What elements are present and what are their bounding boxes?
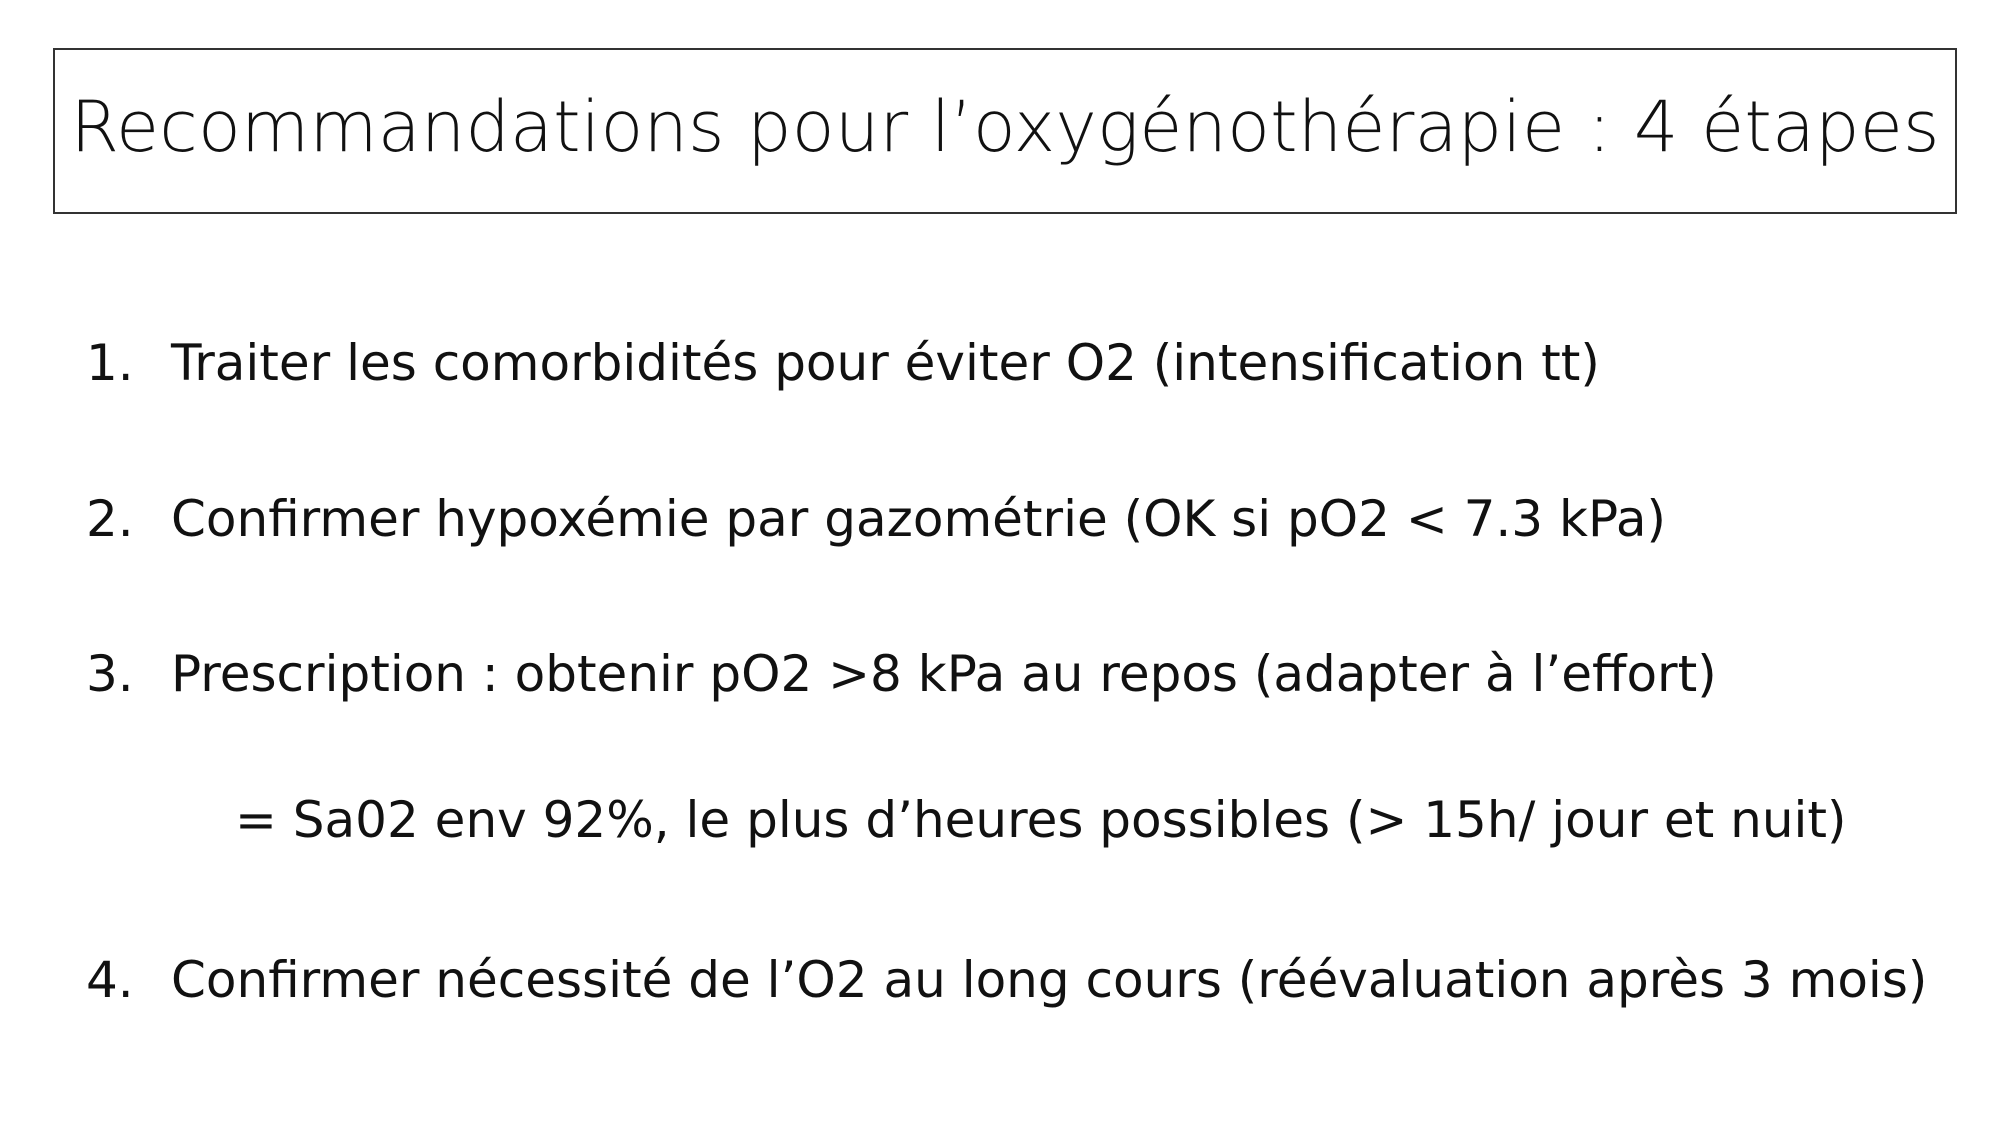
list-item-3 — [86, 645, 1717, 703]
list-item-2 — [86, 490, 1667, 548]
list-number: 4. — [86, 951, 134, 1009]
list-text: Prescription : obtenir pO2 >8 kPa au repos (adapter à l’effort) — [171, 645, 1717, 703]
list-number: 3. — [86, 645, 134, 703]
list-number: 1. — [86, 334, 134, 392]
list-item-3-detail: = Sa02 env 92%, le plus d’heures possibles (> 15h/ jour et nuit) — [235, 791, 1847, 849]
title-box — [53, 48, 1957, 214]
list-item-1 — [86, 334, 1600, 392]
list-text: Confirmer nécessité de l’O2 au long cours (réévaluation après 3 mois) — [171, 951, 1928, 1009]
slide-title: Recommandations pour l’oxygénothérapie : 4 étapes — [70, 86, 1940, 168]
list-text: Confirmer hypoxémie par gazométrie (OK si pO2 < 7.3 kPa) — [171, 490, 1667, 548]
list-text: Traiter les comorbidités pour éviter O2 (intensification tt) — [171, 334, 1600, 392]
list-number: 2. — [86, 490, 134, 548]
list-item-4 — [86, 951, 1928, 1009]
